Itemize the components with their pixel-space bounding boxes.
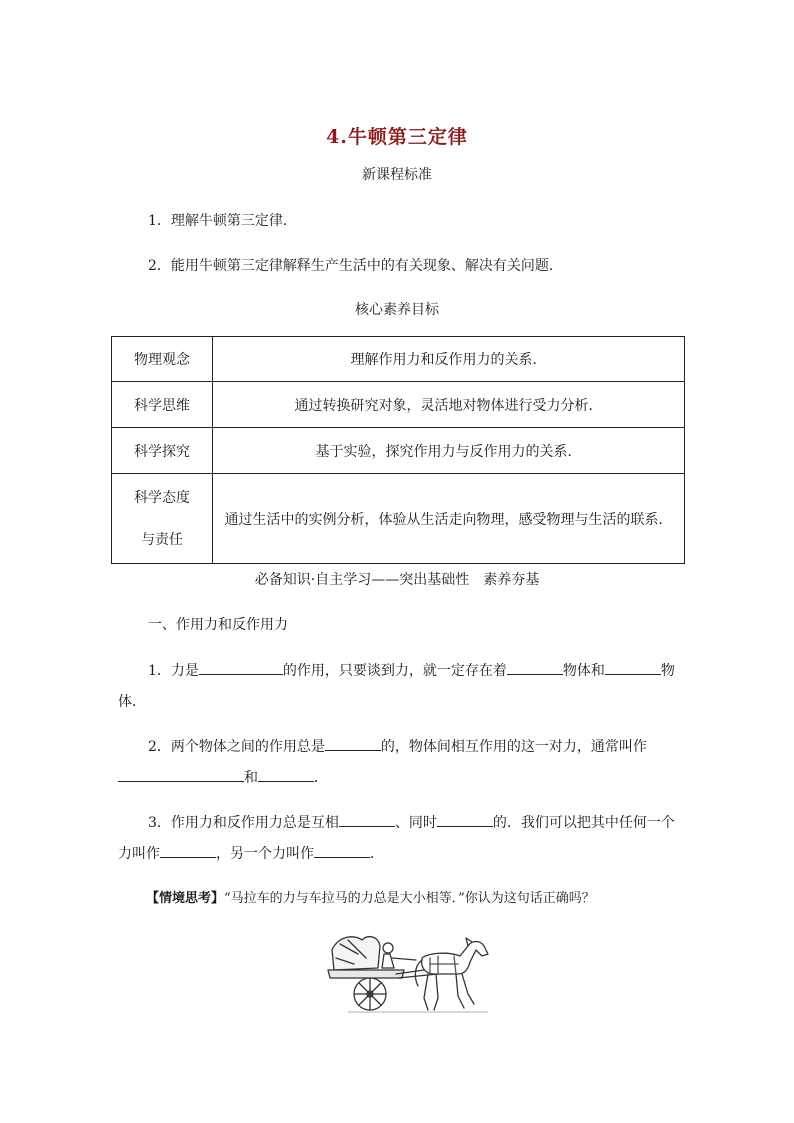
horse-cart-illustration bbox=[318, 928, 496, 1020]
question-1-text: 的作用，只要谈到力，就一定存在着 bbox=[282, 663, 507, 679]
answer-blank[interactable] bbox=[325, 736, 381, 751]
goals-key: 科学探究 bbox=[112, 428, 213, 474]
question-1-text: 物体和 bbox=[562, 663, 605, 679]
thinking-prompt bbox=[146, 887, 595, 906]
question-3-text: 的．我们可以把其中任何一个 bbox=[492, 815, 675, 831]
standards-heading: 新课程标准 bbox=[362, 167, 432, 183]
question-3-line2 bbox=[118, 843, 384, 863]
page-title: 4.牛顿第三定律 bbox=[326, 126, 468, 148]
question-3-text: 3．作用力和反作用力总是互相 bbox=[148, 815, 339, 831]
question-2-line1 bbox=[148, 736, 647, 756]
section-banner: 必备知识·自主学习——突出基础性 素养夯基 bbox=[254, 572, 540, 588]
question-1-text: 1．力是 bbox=[148, 663, 199, 679]
goals-key bbox=[112, 474, 213, 564]
goals-row bbox=[112, 428, 685, 474]
answer-blank[interactable] bbox=[199, 660, 283, 675]
answer-blank[interactable] bbox=[507, 660, 563, 675]
question-1-line2: 体． bbox=[118, 694, 146, 710]
goals-key-line2: 与责任 bbox=[141, 531, 183, 548]
goals-heading: 核心素养目标 bbox=[355, 302, 439, 318]
goals-key: 科学思维 bbox=[112, 382, 213, 428]
goals-row bbox=[112, 474, 685, 564]
answer-blank[interactable] bbox=[258, 767, 314, 782]
question-2-text: ． bbox=[314, 770, 328, 786]
question-3-text: ，另一个力叫作 bbox=[216, 846, 314, 862]
question-1-line1 bbox=[148, 660, 675, 680]
goals-row bbox=[112, 337, 685, 382]
standard-item-1: 1．理解牛顿第三定律． bbox=[148, 213, 297, 229]
question-3-line1 bbox=[148, 812, 675, 832]
question-2-text: 和 bbox=[244, 770, 258, 786]
goals-key-line1: 科学态度 bbox=[134, 489, 190, 506]
answer-blank[interactable] bbox=[118, 767, 244, 782]
goals-value: 通过生活中的实例分析，体验从生活走向物理，感受物理与生活的联系． bbox=[213, 474, 685, 564]
question-2-text: 2．两个物体之间的作用总是 bbox=[148, 739, 325, 755]
answer-blank[interactable] bbox=[605, 660, 661, 675]
question-3-text: 力叫作 bbox=[118, 846, 160, 862]
answer-blank[interactable] bbox=[437, 812, 493, 827]
standard-item-2: 2．能用牛顿第三定律解释生产生活中的有关现象、解决有关问题． bbox=[148, 258, 563, 274]
question-3-text: ． bbox=[370, 846, 384, 862]
thinking-text: “马拉车的力与车拉马的力总是大小相等．”你认为这句话正确吗？ bbox=[224, 891, 595, 906]
answer-blank[interactable] bbox=[160, 843, 216, 858]
goals-value: 理解作用力和反作用力的关系． bbox=[213, 337, 685, 382]
question-2-text: 的，物体间相互作用的这一对力，通常叫作 bbox=[380, 739, 647, 755]
goals-table bbox=[111, 336, 685, 564]
goals-key: 物理观念 bbox=[112, 337, 213, 382]
thinking-tag: 【情境思考】 bbox=[146, 891, 225, 906]
answer-blank[interactable] bbox=[339, 812, 395, 827]
question-3-text: 、同时 bbox=[394, 815, 437, 831]
section1-heading: 一、作用力和反作用力 bbox=[148, 617, 288, 633]
question-1-text: 物 bbox=[660, 663, 675, 679]
answer-blank[interactable] bbox=[314, 843, 370, 858]
goals-row bbox=[112, 382, 685, 428]
goals-value: 基于实验，探究作用力与反作用力的关系． bbox=[213, 428, 685, 474]
goals-value: 通过转换研究对象，灵活地对物体进行受力分析． bbox=[213, 382, 685, 428]
question-2-line2 bbox=[118, 767, 328, 787]
